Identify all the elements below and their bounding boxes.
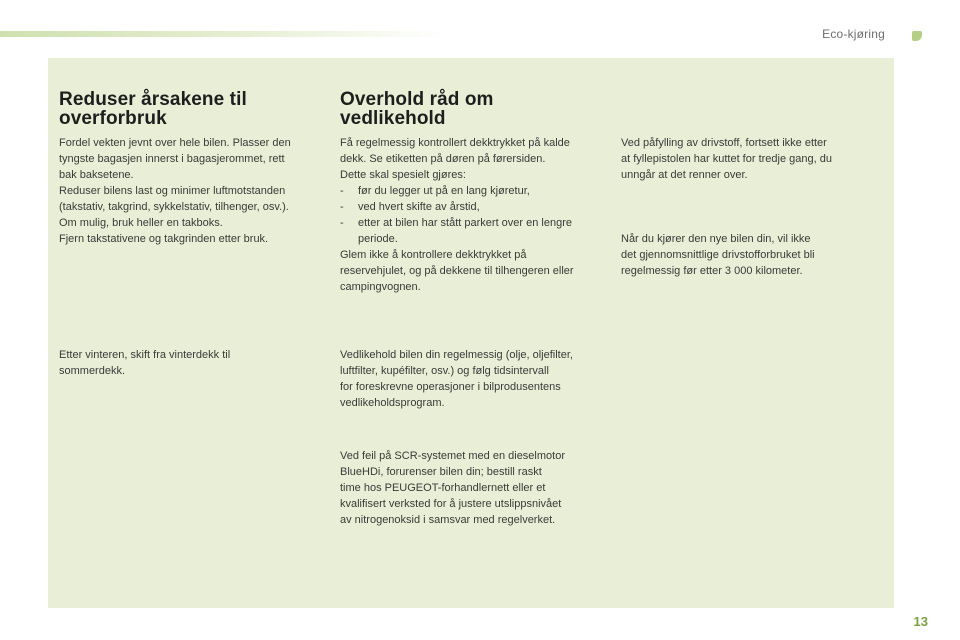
paragraph-regular-maintenance: Vedlikehold bilen din regelmessig (olje, oljefilter, luftfilter, kupéfilter, osv.) og følg tidsintervall for foreskrevne operasjoner i bilprodusentens vedlikeholdsprogram. — [340, 349, 573, 409]
list-item: - etter at bilen har stått parkert over en lengre periode. — [340, 217, 573, 245]
list-item: - før du legger ut på en lang kjøretur, — [340, 185, 530, 197]
heading-maintenance-advice — [340, 90, 608, 128]
heading-text: Reduser årsakene til overforbruk — [59, 89, 247, 129]
paragraph-refuelling: Ved påfylling av drivstoff, fortsett ikke etter at fyllepistolen har kuttet for tredje gang, du unngår at det renner over. — [621, 137, 832, 181]
heading-reduce-causes — [59, 90, 324, 128]
paragraph-scr-system: Ved feil på SCR-systemet med en dieselmotor BlueHDi, forurenser bilen din; bestill raskt time hos PEUGEOT-forhandlernett eller et kvalifisert verksted for å justere utslippsnivået av nitrogenoksid i samsvar med regelverket. — [340, 450, 565, 526]
list-item: - ved hvert skifte av årstid, — [340, 201, 480, 213]
paragraph-weight-distribution: Fordel vekten jevnt over hele bilen. Plasser den tyngste bagasjen innerst i bagasjerommet, rett bak baksetene. Reduser bilens last og minimer luftmotstanden (takstativ, takgrind, sykkelstativ, tilhenger, osv.). Om mulig, bruk heller en takboks. Fjern takstativene og takgrinden etter bruk. — [59, 137, 291, 245]
section-marker-icon — [912, 31, 922, 41]
heading-text: Overhold råd om vedlikehold — [340, 89, 494, 129]
section-title: Eco-kjøring — [822, 27, 885, 41]
page-number: 13 — [913, 614, 928, 629]
paragraph-new-car-consumption: Når du kjører den nye bilen din, vil ikke det gjennomsnittlige drivstofforbruket bli regelmessig før etter 3 000 kilometer. — [621, 233, 815, 277]
paragraph-winter-tyres: Etter vinteren, skift fra vinterdekk til sommerdekk. — [59, 349, 231, 377]
paragraph-tyre-pressure: Få regelmessig kontrollert dekktrykket på kalde dekk. Se etiketten på døren på førersiden. Dette skal spesielt gjøres: - før du legger ut på en lang kjøretur, - ved hvert skifte av årstid, - etter at bilen har stått parkert over en lengre periode. Glem ikke å kontrollere dekktrykket på reservehjulet, og på dekkene til tilhengeren eller campingvognen. — [340, 135, 608, 295]
header-accent-bar — [0, 31, 450, 37]
content-panel — [48, 58, 894, 608]
